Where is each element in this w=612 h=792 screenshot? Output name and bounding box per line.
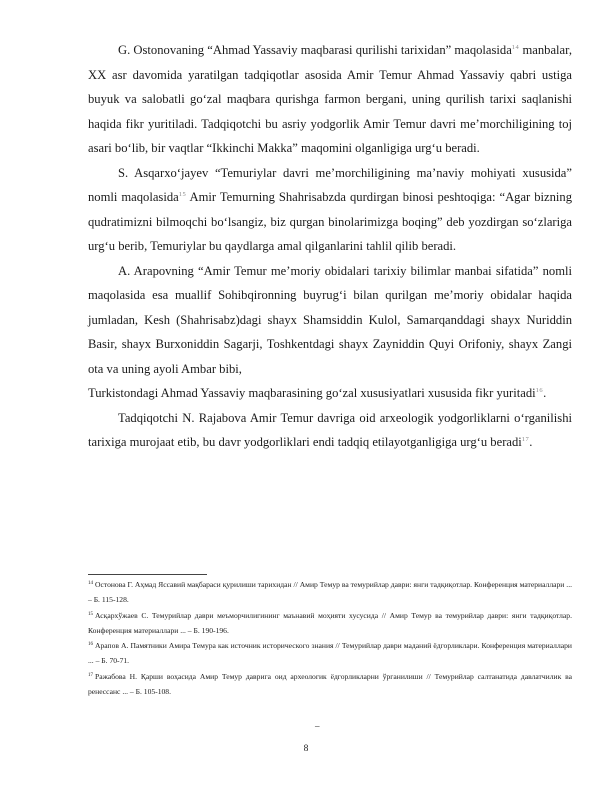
footnote-number: 16 bbox=[88, 642, 93, 648]
footnote-ref[interactable]: 15 bbox=[178, 191, 187, 198]
footnote: $^{15}$ Асқархўжаев С. Темурийлар даври меъморчилигининг маънавий моҳияти хусусида // Амир Темур ва темурийлар даври: янги тадқиқотлар. Конференция материаллари ... – Б. 190-196. bbox=[88, 610, 572, 635]
paragraph: Turkistondagi Ahmad Yassaviy maqbarasining go‘zal xususiyatlari xususida fikr yuritadi$^{16}$. bbox=[88, 386, 547, 400]
paragraph: A. Arapovning “Amir Temur me’moriy obidalari tarixiy bilimlar manbai sifatida” nomli maqolasida esa muallif Sohibqironning buyrug‘i bilan qurilgan me’moriy obidalar haqida jumladan, Kesh (Shahrisabz)dagi shayx Shamsiddin Kulol, Samarqanddagi shayx Nuriddin Basir, shayx Burxoniddin Sagarji, Toshkentdagi shayx Zayniddin Quyi Orifoniy, shayx Zangi ota va uning ayoli Ambar bibi, bbox=[88, 263, 572, 376]
footnote-divider bbox=[88, 574, 207, 575]
footnote-number: 17 bbox=[88, 672, 93, 678]
footnote: $^{16}$ Арапов А. Памятники Амира Темура как источник исторического знания // Темурийлар даври маданий ёдгорликлари. Конференция материаллари ... – Б. 70-71. bbox=[88, 641, 572, 666]
footnote-ref[interactable]: 16 bbox=[535, 387, 544, 394]
footnote-number: 14 bbox=[88, 581, 93, 586]
paragraph: G. Ostonovaning “Ahmad Yassaviy maqbarasi qurilishi tarixidan” maqolasida$^{14}$ manbalar, XX asr davomida yaratilgan tadqiqotlar asosida Amir Temur Ahmad Yassaviy qabri ustiga buyuk va salobatli go‘zal maqbara qurishga farmon bergani, uning qurilish tarixi saqlanishi haqida fikr yuritiladi. Tadqiqotchi bu asriy yodgorlik Amir Temur davri me’morchiligining toj asari bo‘lib, bir vaqtlar “Ikkinchi Makka” maqomini olganligiga urg‘u beradi. bbox=[88, 43, 572, 155]
footnote-ref[interactable]: 14 bbox=[511, 44, 520, 51]
footer-mark: – bbox=[315, 721, 320, 731]
main-text bbox=[88, 38, 572, 455]
footnotes bbox=[88, 577, 572, 699]
footnote: $^{14}$ Остонова Г. Аҳмад Яссавий мақбараси қурилиши тарихидан // Амир Темур ва темурийлар даври: янги тадқиқотлар. Конференция материаллари ... – Б. 115-128. bbox=[88, 580, 572, 605]
footnote-number: 15 bbox=[88, 611, 93, 617]
paragraph: S. Asqarxo‘jayev “Temuriylar davri me’morchiligining ma’naviy mohiyati xususida” nomli maqolasida$^{15}$ Amir Temurning Shahrisabzda qurdirgan binosi peshtoqiga: “Agar bizning qudratimizni bilmoqchi bo‘lsangiz, biz qurgan binolarimizga boqing” deb yozdirgan so‘zlariga urg‘u berib, Temuriylar bu qaydlarga amal qilganlarini tahlil qilib beradi. bbox=[88, 165, 572, 253]
footnote: $^{17}$ Ражабова Н. Қарши воҳасида Амир Темур даврига оид археологик ёдгорликларни ўрганилиши // Темурийлар салтанатида давлатчилик ва ренессанс ... – Б. 105-108. bbox=[88, 671, 572, 697]
paragraph: Tadqiqotchi N. Rajabova Amir Temur davriga oid arxeologik yodgorliklarni o‘rganilishi tarixiga murojaat etib, bu davr yodgorliklari endi tadqiq etilayotganligiga urg‘u beradi$^{17}$. bbox=[88, 410, 572, 449]
page-number: 8 bbox=[303, 744, 309, 754]
footnote-ref[interactable]: 17 bbox=[521, 436, 530, 443]
